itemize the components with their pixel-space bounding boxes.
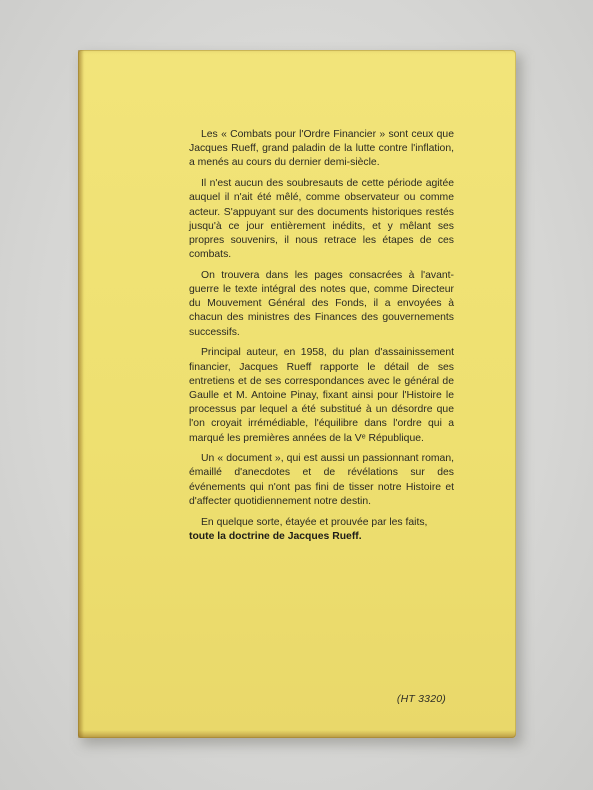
blurb-closing — [189, 516, 454, 544]
blurb-text — [189, 128, 454, 544]
blurb-paragraph-4: Principal auteur, en 1958, du plan d'assainissement financier, Jacques Rueff rapporte le détail de ses entretiens et de ses correspondances avec le général de Gaulle et M. Antoine Pinay, fixant ainsi pour l'Histoire le processus par lequel a été substitué à un désordre que l'on croyait irrémédiable, l'équilibre dans l'ordre qui a marqué les premières années de la Vᵉ République. — [189, 347, 454, 444]
blurb-paragraph-1: Les « Combats pour l'Ordre Financier » sont ceux que Jacques Rueff, grand paladin de la lutte contre l'inflation, a menés au cours du dernier demi-siècle. — [189, 129, 454, 169]
closing-line: En quelque sorte, étayée et prouvée par les faits, — [201, 516, 428, 528]
blurb-paragraph-5: Un « document », qui est aussi un passionnant roman, émaillé d'anecdotes et de révélations sur des événements qui n'ont pas fini de tisser notre Histoire et d'affecter quotidiennement notre destin. — [189, 453, 454, 507]
catalog-code: (HT 3320) — [396, 693, 446, 705]
closing-bold-line: toute la doctrine de Jacques Rueff. — [189, 530, 362, 542]
blurb-paragraph-2: Il n'est aucun des soubresauts de cette période agitée auquel il n'ait été mêlé, comme observateur ou comme acteur. S'appuyant sur des documents historiques restés jusqu'à ce jour entièrement inédits, et y mêlant ses propres souvenirs, il nous retrace les étapes de ces combats. — [189, 178, 454, 261]
blurb-paragraph-3: On trouvera dans les pages consacrées à l'avant-guerre le texte intégral des notes que, comme Directeur du Mouvement Général des Fonds, il a envoyées à chacun des ministres des Finances des gouvernements successifs. — [189, 269, 454, 338]
